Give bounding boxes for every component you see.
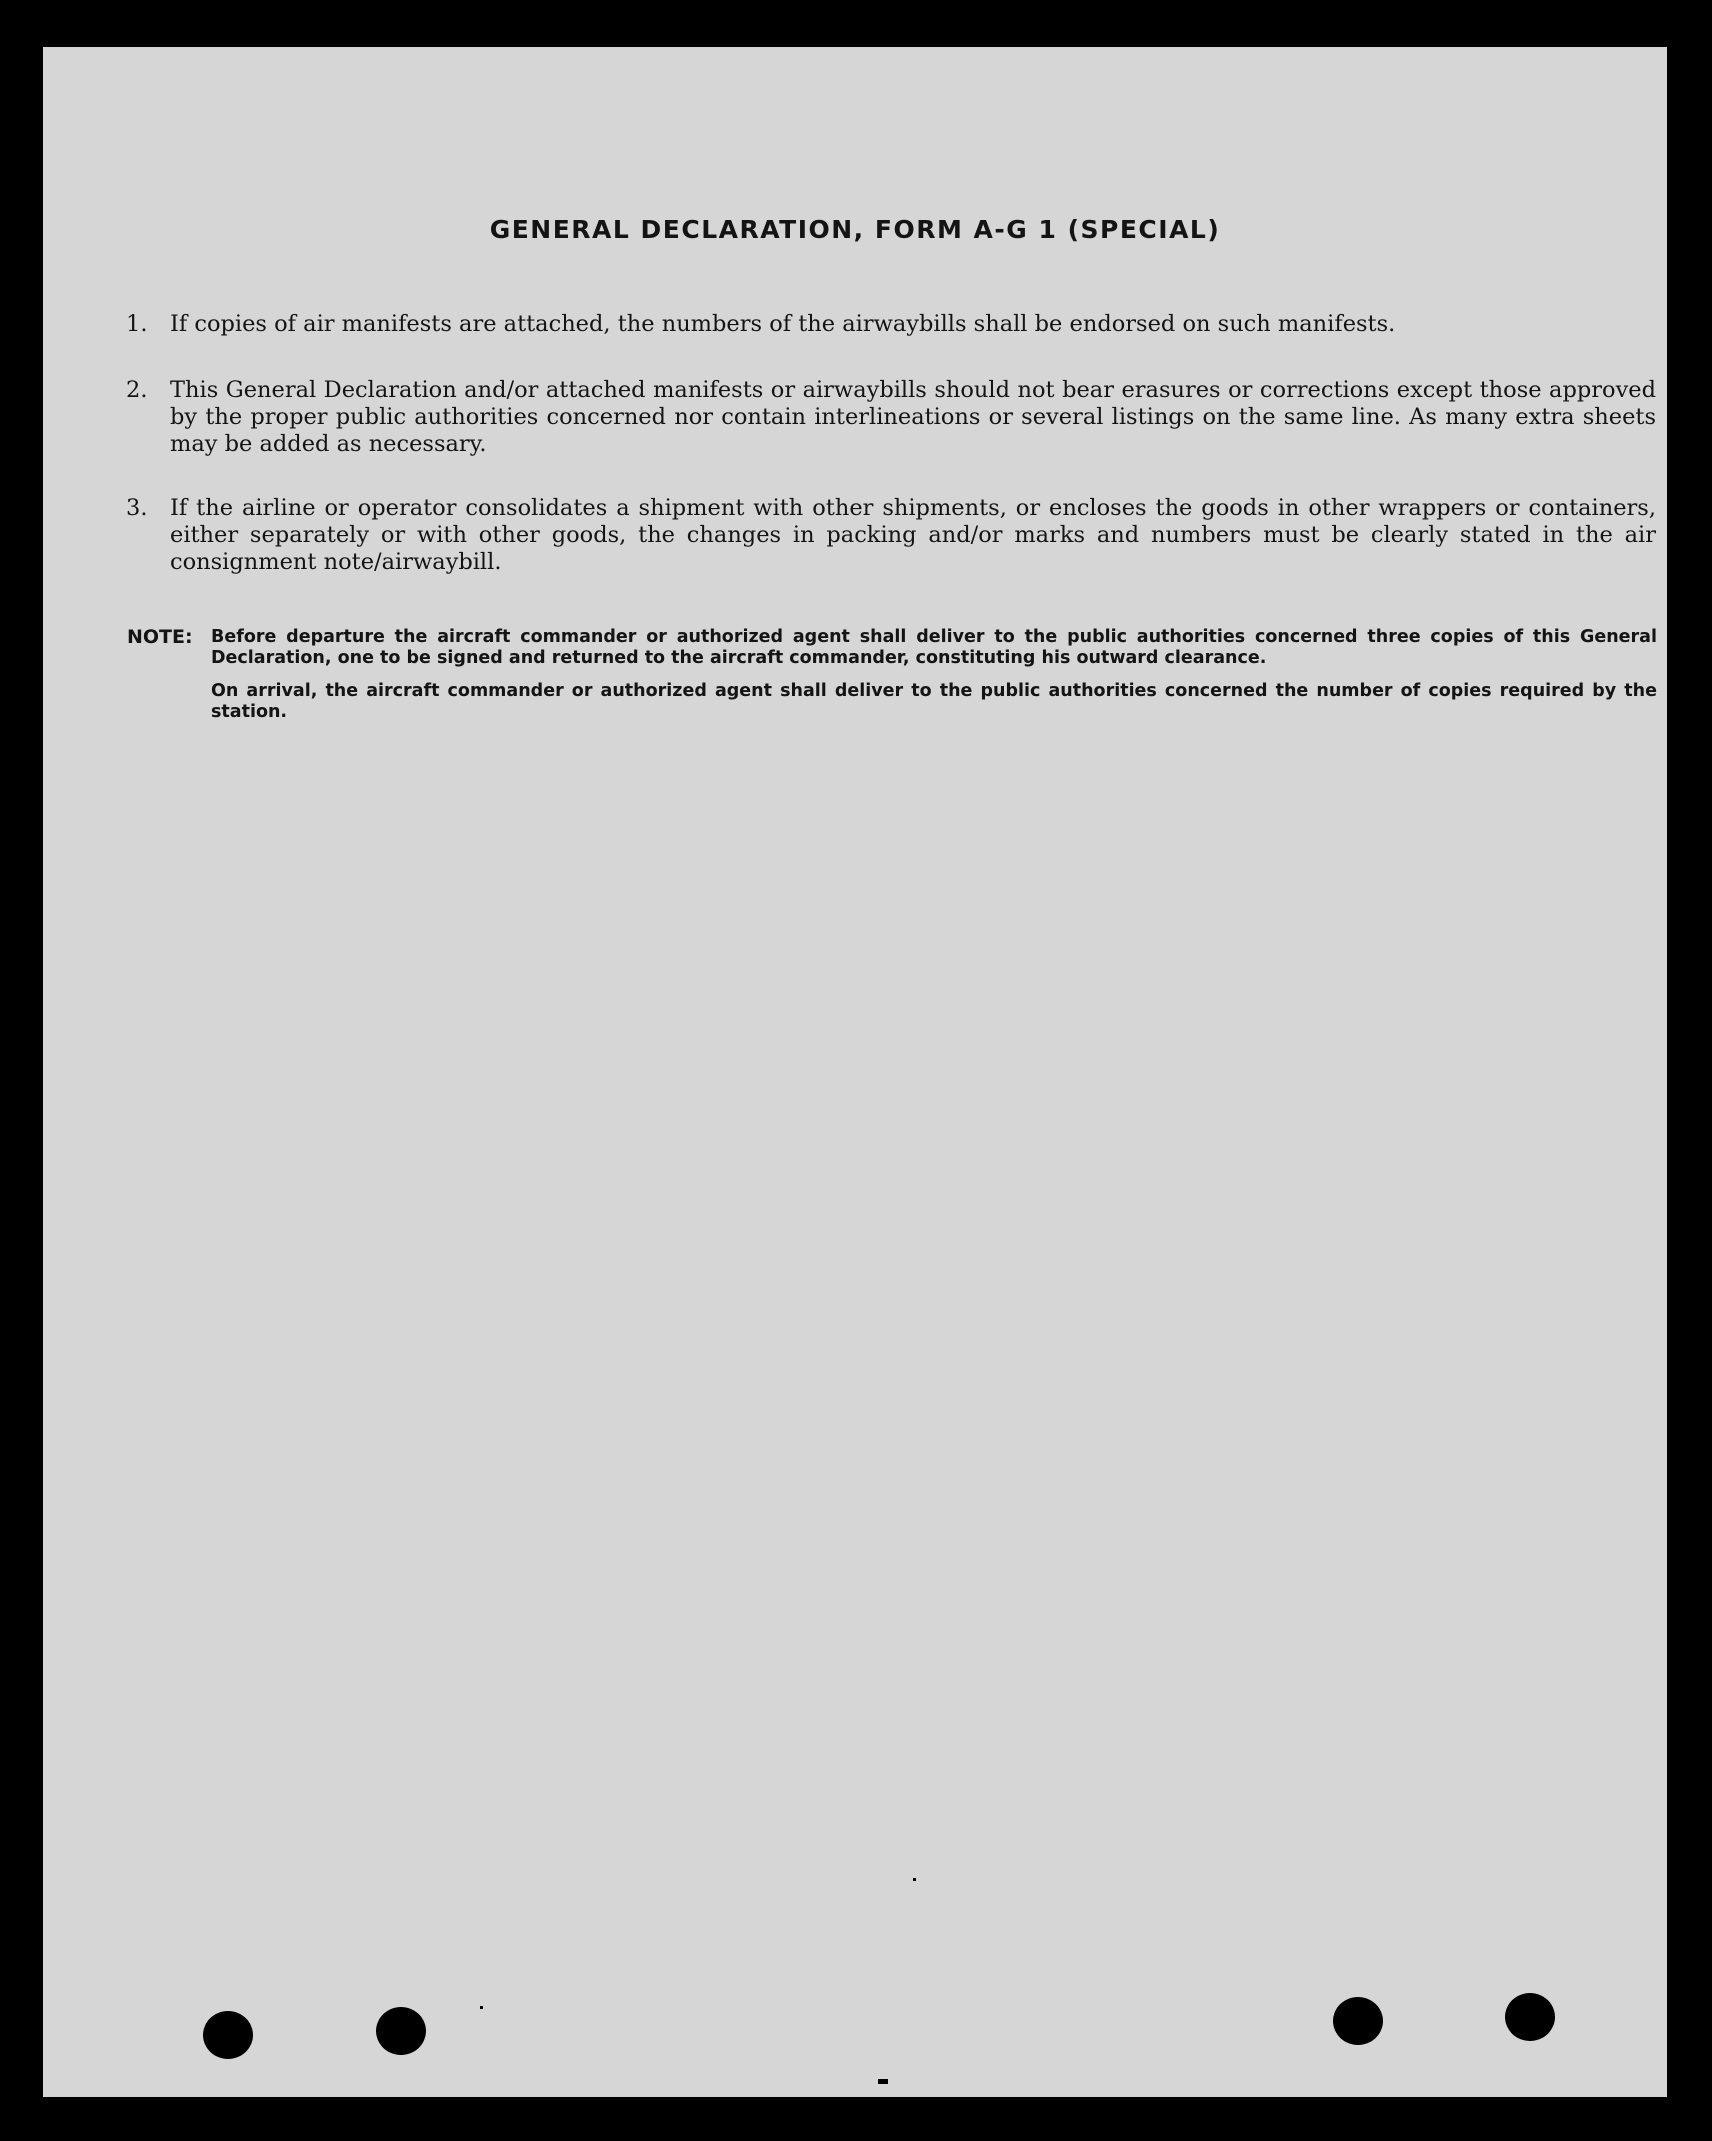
punch-hole	[1333, 1997, 1383, 2045]
note-paragraph-departure: Before departure the aircraft commander or authorized agent shall deliver to the public authorities concerned three copies of this General Declaration, one to be signed and returned to the aircraft commander, constituting his outward clearance.	[211, 627, 1657, 668]
note-section	[127, 627, 1657, 735]
item-text: If the airline or operator consolidates a shipment with other shipments, or encloses the goods in other wrappers or containers, either separately or with other goods, the changes in packing and/or marks and numbers must be clearly stated in the air consignment note/airwaybill.	[170, 495, 1656, 575]
item-number: 1.	[126, 311, 148, 337]
instruction-item-1	[126, 311, 1656, 338]
note-paragraph-arrival: On arrival, the aircraft commander or authorized agent shall deliver to the public authorities concerned the number of copies required by the station.	[211, 681, 1657, 722]
document-page	[43, 47, 1667, 2097]
item-text: If copies of air manifests are attached, the numbers of the airwaybills shall be endorsed on such manifests.	[170, 311, 1396, 337]
punch-hole	[1505, 1993, 1555, 2041]
note-label: NOTE:	[127, 626, 193, 648]
item-number: 3.	[126, 495, 148, 521]
punch-hole	[376, 2007, 426, 2055]
item-text: This General Declaration and/or attached manifests or airwaybills should not bear erasures or corrections except those approved by the proper public authorities concerned nor contain interlineations or several listings on the same line. As many extra sheets may be added as necessary.	[170, 377, 1656, 457]
scan-speck	[913, 1878, 916, 1881]
note-body	[211, 627, 1657, 723]
item-number: 2.	[126, 377, 148, 403]
punch-hole	[203, 2011, 253, 2059]
instruction-item-3	[126, 495, 1656, 576]
scan-speck	[878, 2079, 888, 2084]
instruction-item-2	[126, 377, 1656, 458]
scan-speck	[480, 2006, 483, 2009]
form-title: GENERAL DECLARATION, FORM A-G 1 (SPECIAL)	[489, 215, 1221, 244]
